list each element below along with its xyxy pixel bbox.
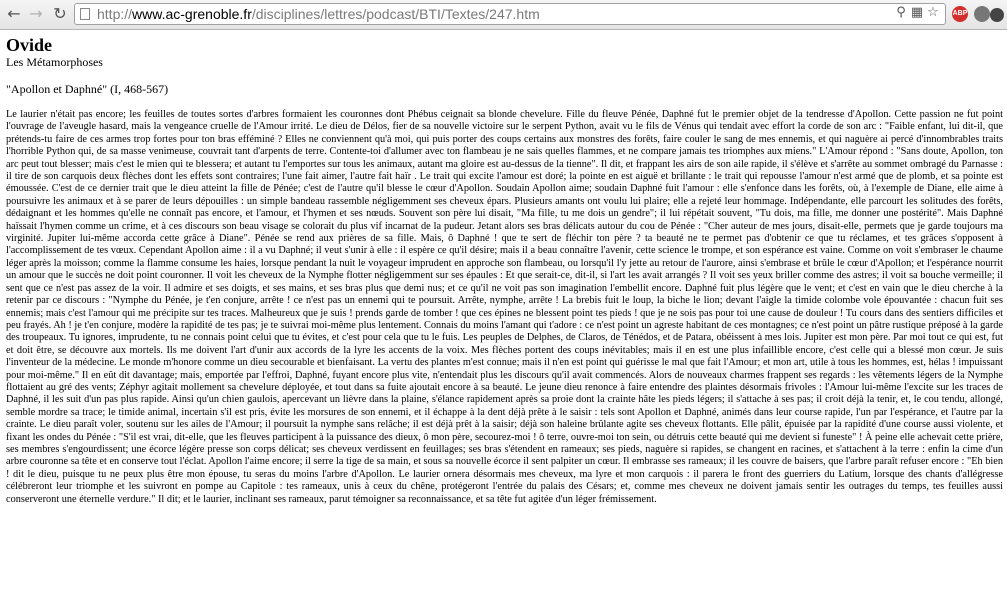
back-arrow-icon[interactable]: ← xyxy=(7,4,21,23)
menu-icon[interactable] xyxy=(990,8,1004,22)
star-icon[interactable]: ☆ xyxy=(927,5,939,20)
url-scheme: http:// xyxy=(97,6,133,22)
page-content xyxy=(0,30,1007,590)
body-text: Le laurier n'était pas encore; les feuilles de toutes sortes d'arbres formaient les couronnes dont Phébus ceignait sa blonde chevelure. Fille du fleuve Pénée, Daphné fut le premier objet de la tendresse d'Apollon. Cette passion ne fut point l'ouvrage de l'aveugle hasard, mais la vengeance cruelle de l'Amour irrité. Le dieu de Délos, fier de sa nouvelle victoire sur le serpent Python, avait vu le fils de Vénus qui tendait avec effort la corde de son arc : "Faible enfant, lui dit-il, que prétends-tu faire de ces armes trop fortes pour ton bras efféminé ? Elles ne conviennent qu'à moi, qui puis porter des coups certains aux monstres des forêts, faire couler le sang de mes ennemis, et qui naguère ai percé d'innombrables traits l'horrible Python qui, de sa masse venimeuse, couvrait tant d'arpents de terre. Contente-toi d'allumer avec ton flambeau je ne sais quelles flammes, et ne compare jamais tes triomphes aux miens." L'Amour répond : "Sans doute, Apollon, ton arc peut tout blesser; mais c'est le mien qui te blessera; et autant tu l'emportes sur tous les animaux, autant ma gloire est au-dessus de la tienne". Il dit, et frappant les airs de son aile rapide, il s'élève et s'arrête au sommet ombragé du Parnasse : il tire de son carquois deux flèches dont les effets sont contraires; l'une fait aimer, l'autre fait haïr . Le trait qui excite l'amour est doré; la pointe en est aiguë et brillante : le trait qui repousse l'amour n'est armé que de plomb, et sa pointe est émoussée. C'est de ce dernier trait que le dieu atteint la fille de Pénée; c'est de l'autre qu'il blesse le cœur d'Apollon. Soudain Apollon aime; soudain Daphné fuit l'amour : elle s'enfonce dans les forêts, où, à l'exemple de Diane, elle aime à poursuivre les animaux et à se parer de leurs dépouilles : un simple bandeau rassemble négligemment ses cheveux épars. Plusieurs amants ont voulu lui plaire; elle a rejeté leur hommage. Indépendante, elle parcourt les solitudes des forêts, dédaignant et les hommes qu'elle ne connaît pas encore, et l'amour, et l'hymen et ses nœuds. Souvent son père lui disait, "Ma fille, tu me dois un gendre"; il lui répétait souvent, "Tu dois, ma fille, me donner une postérité". Mais Daphné haïssait l'hymen comme un crime, et à ces discours son beau visage se colorait du plus vif incarnat de la pudeur. Jetant alors ses bras délicats autour du cou de Pénée : "Cher auteur de mes jours, disait-elle, permets que je garde toujours ma virginité. Jupiter lui-même accorda cette grâce à Diane". Pénée se rend aux prières de sa fille. Mais, ô Daphné ! que te sert de fléchir ton père ? ta beauté ne te permet pas d'obtenir ce que tu réclames, et tes grâces s'opposent à l'accomplissement de tes vœux. Cependant Apollon aime : il a vu Daphné; il veut s'unir à elle : il espère ce qu'il désire; mais il a beau connaître l'avenir, cette science le trompe, et son espérance est vaine. Comme on voit s'embraser le chaume léger après la moisson; comme la flamme consume les haies, lorsque pendant la nuit le voyageur imprudent en approche son flambeau, ou lorsqu'il l'y jette au retour de l'aurore, ainsi s'embrase et brûle le cœur d'Apollon; et l'espérance nourrit un amour que le succès ne doit point couronner. Il voit les cheveux de la Nymphe flotter négligemment sur ses épaules : Et que serait-ce, dit-il, si l'art les avait arrangés ? Il voit ses yeux briller comme des astres; il voit sa bouche vermeille; il sent que ce n'est pas assez de la voir. Il admire et ses doigts, et ses mains, et ses bras plus que demi nus; et ce qu'il ne voit pas son imagination l'embellit encore. Daphné fuit plus légère que le vent; et c'est en vain que le dieu cherche à la retenir par ce discours : "Nymphe du Pénée, je t'en conjure, arrête ! ce n'est pas un ennemi qui te poursuit. Arrête, nymphe, arrête ! La brebis fuit le loup, la biche le lion; devant l'aigle la timide colombe vole épouvantée : chacun fuit ses ennemis; mais c'est l'amour qui me précipite sur tes traces. Malheureux que je suis ! prends garde de tomber ! que ces épines ne blessent point tes pieds ! que je ne sois pas pour toi une cause de douleur ! Tu cours dans des sentiers difficiles et peu frayés. Ah ! je t'en conjure, modère la rapidité de tes pas; je te suivrai moi-même plus lentement. Connais du moins l'amant qui t'adore : ce n'est point un agreste habitant de ces montagnes; ce n'est point un pâtre rustique préposé à la garde des troupeaux. Tu ignores, imprudente, tu ne connais point celui que tu évites, et c'est pour cela que tu le fuis. Les peuples de Delphes, de Claros, de Ténédos, et de Patara, obéissent à mes lois. Jupiter est mon père. Par moi tout ce qui est, fut et doit être, se découvre aux mortels. Ils me doivent l'art d'unir aux accords de la lyre les accents de la voix. Mes flèches portent des coups inévitables; mais il en est une plus infaillible encore, c'est celle qui a blessé mon cœur. Je suis l'inventeur de la médecine. Le monde m'honore comme un dieu secourable et bienfaisant. La vertu des plantes m'est connue; mais il n'en est point qui guérisse le mal que fait l'Amour; et mon art, utile à tous les hommes, est, hélas ! impuissant pour moi-même." Il en eût dit davantage; mais, emportée par l'effroi, Daphné, fuyant encore plus vite, n'entendait plus les discours qu'il avait commencés. Alors de nouveaux charmes frappent ses regards : les vêtements légers de la Nymphe flottaient au gré des vents; Zéphyr agitait mollement sa chevelure déployée, et tout dans sa fuite ajoutait encore à sa beauté. Le jeune dieu renonce à faire entendre des plaintes désormais frivoles : l'Amour lui-même l'excite sur les traces de Daphné, il les suit d'un pas plus rapide. Ainsi qu'un chien gaulois, apercevant un lièvre dans la plaine, s'élance rapidement après sa proie dont la crainte hâte les pieds légers; il s'attache à ses pas; il croit déjà la tenir, et, le cou tendu, allongé, semble mordre sa trace; le timide animal, incertain s'il est pris, évite les morsures de son ennemi, et il échappe à la dent déjà prête à le saisir : tels sont Apollon et Daphné, animés dans leur course rapide, l'un par l'espérance, et l'autre par la crainte. Le dieu paraît voler, soutenu sur les ailes de l'Amour; il poursuit la nymphe sans relâche; il est déjà prêt à la saisir; déjà son haleine brûlante agite ses cheveux flottants. Elle pâlit, épuisée par la rapidité d'une course aussi violente, et fixant les ondes du Pénée : "S'il est vrai, dit-elle, que les fleuves participent à la puissance des dieux, ô mon père, secourez-moi ! ô terre, ouvre-moi ton sein, ou détruis cette beauté qui me devient si funeste" ! À peine elle achevait cette prière, ses membres s'engourdissent; une écorce légère presse son corps délicat; ses cheveux verdissent en feuillages; ses bras s'étendent en rameaux; ses pieds, naguère si rapides, se changent en racines, et s'attachent à la terre : enfin la cime d'un arbre couronne sa tête et en conserve tout l'éclat. Apollon l'aime encore; il serre la tige de sa main, et sous sa nouvelle écorce il sent palpiter un cœur. Il embrasse ses rameaux; il les couvre de baisers, que l'arbre paraît refuser encore : "Eh bien ! dit le dieu, puisque tu ne peux plus être mon épouse, tu seras du moins l'arbre d'Apollon. Le laurier ornera désormais mes cheveux, ma lyre et mon carquois : il parera le front des guerriers du Latium, lorsque des chants d'allégresse célébreront leur triomphe et les suivront en pompe au Capitole : tes rameaux, unis à ceux du chêne, protégeront l'entrée du palais des Césars; et, comme mes cheveux ne doivent jamais sentir les outrages du temps, tes feuilles aussi conserveront une éternelle verdure." Il dit; et le laurier, inclinant ses rameaux, parut témoigner sa reconnaissance, et sa tête fut agitée d'un léger frémissement. xyxy=(6,109,1003,505)
url-host: www.ac-grenoble.fr xyxy=(132,6,252,22)
page-icon xyxy=(80,8,90,20)
omnibox-icons xyxy=(893,5,941,23)
abp-icon[interactable]: ABP xyxy=(952,6,968,22)
forward-arrow-icon[interactable]: → xyxy=(29,4,43,23)
browser-toolbar xyxy=(0,0,1007,30)
reload-icon[interactable]: ↻ xyxy=(53,4,67,23)
translate-icon[interactable]: ▦ xyxy=(910,5,924,20)
address-bar[interactable] xyxy=(74,3,946,25)
page-title: Ovide xyxy=(6,35,53,55)
magnifier-icon[interactable]: ⚲ xyxy=(896,5,906,20)
extension-icon[interactable] xyxy=(974,6,990,22)
work-title: Les Métamorphoses xyxy=(6,55,103,69)
excerpt-title: "Apollon et Daphné" (I, 468-567) xyxy=(6,82,169,96)
url-path: /disciplines/lettres/podcast/BTI/Textes/247.htm xyxy=(251,6,540,22)
url-text[interactable] xyxy=(97,4,540,24)
